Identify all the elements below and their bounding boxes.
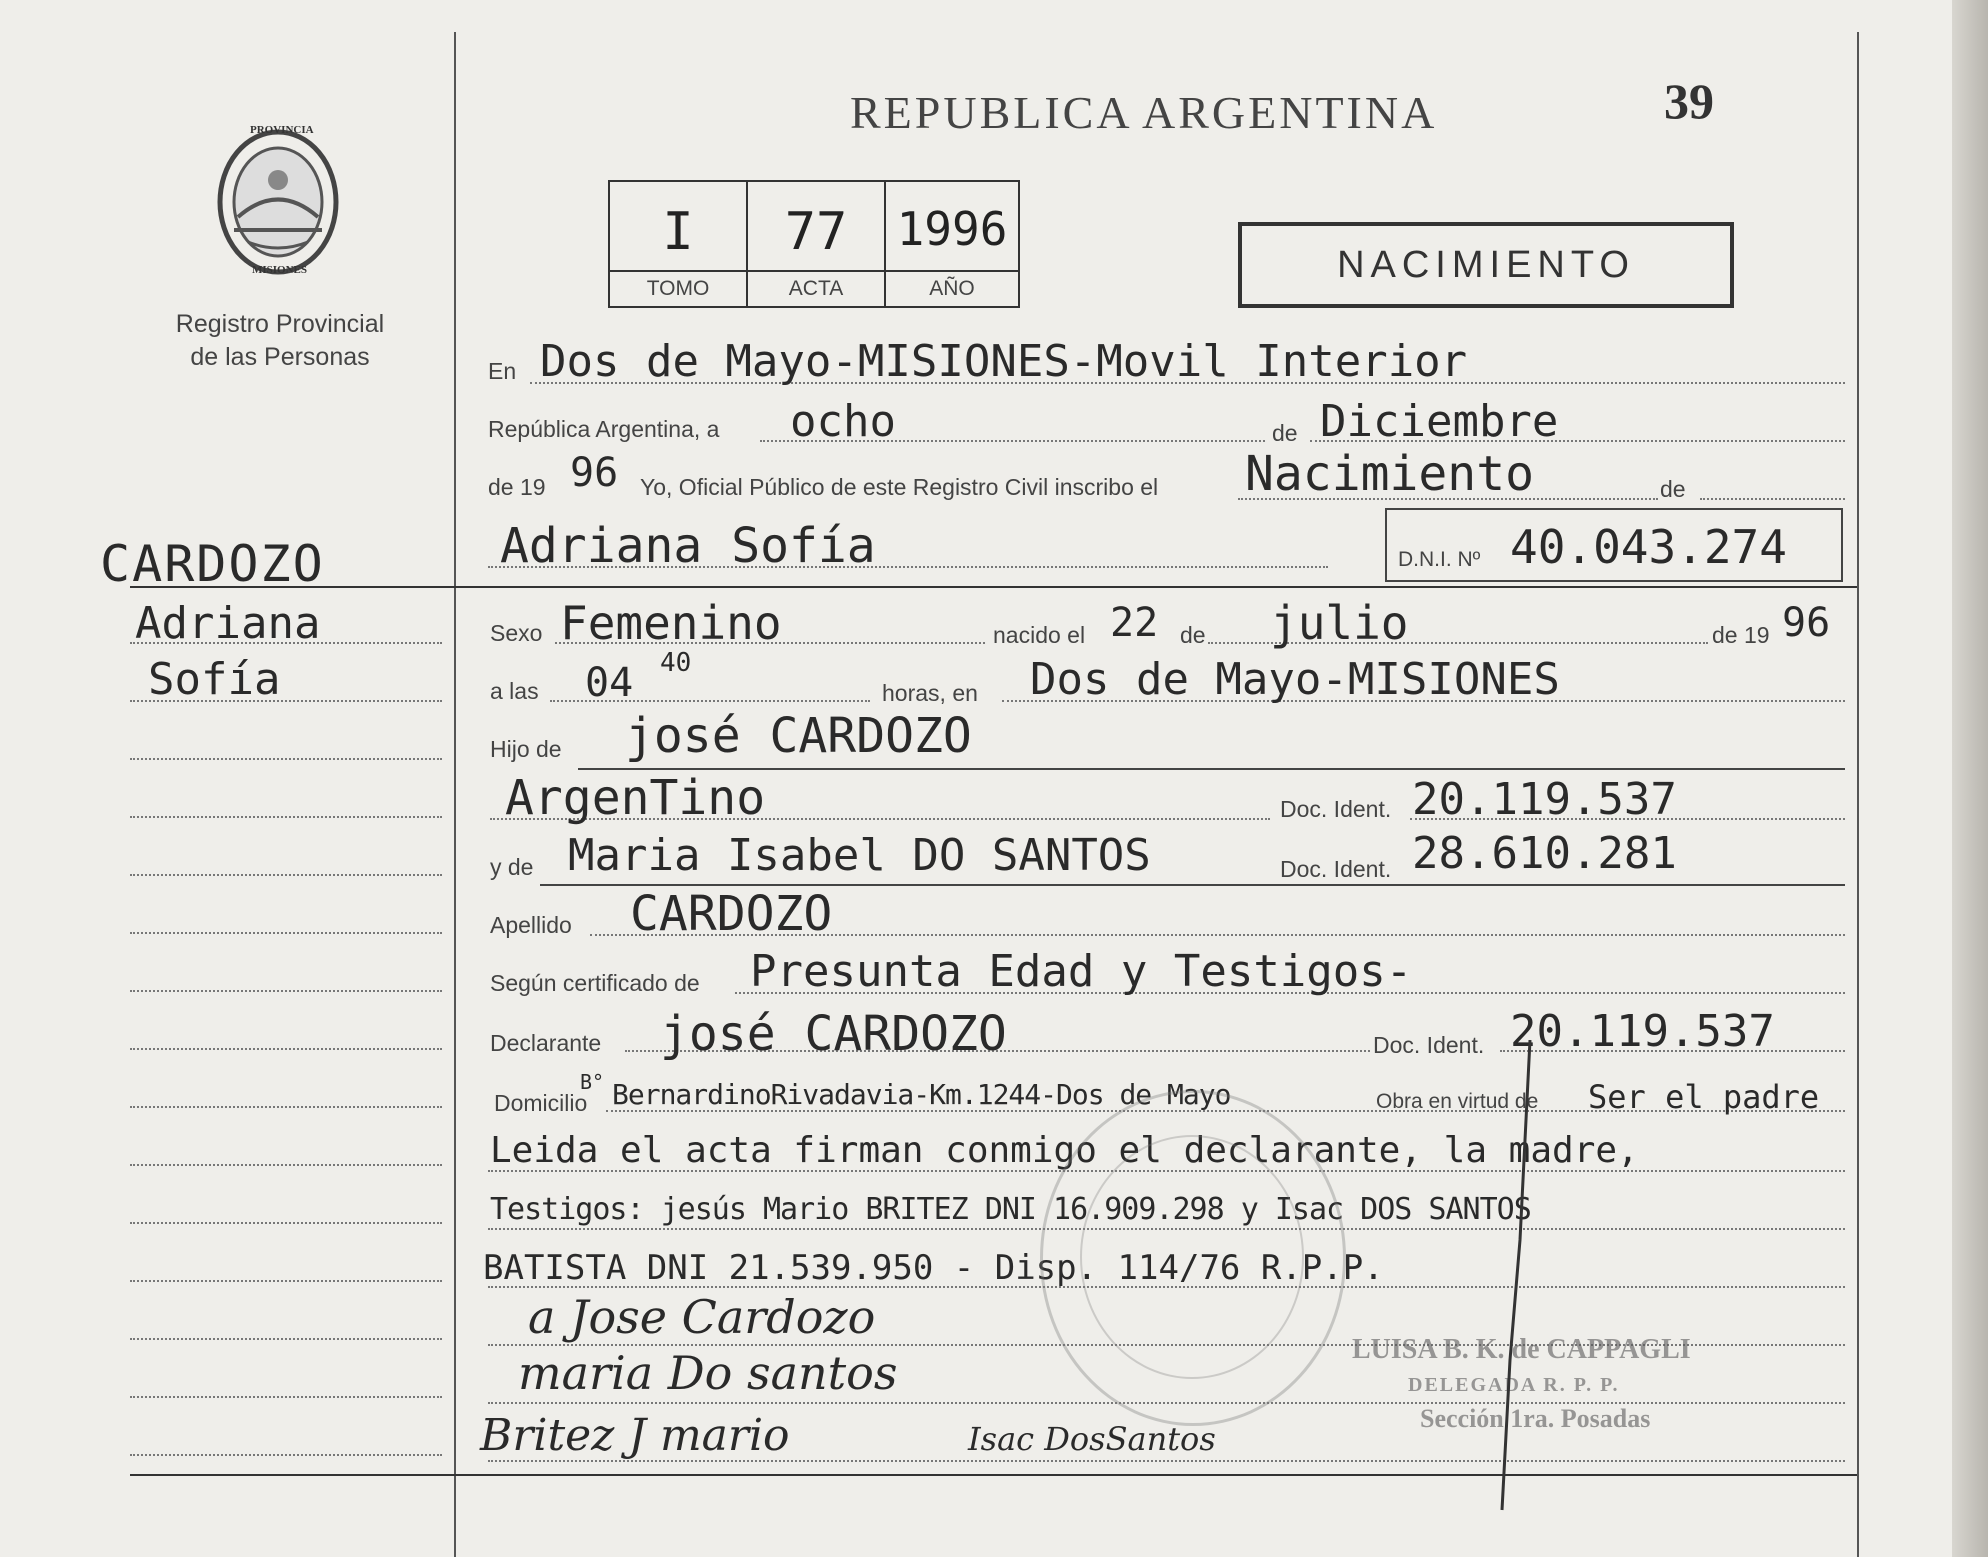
label-hijo-de: Hijo de — [490, 736, 562, 762]
official-stamp-inner — [1080, 1135, 1304, 1379]
year-suffix-value: 96 — [570, 450, 619, 496]
page-number: 39 — [1664, 73, 1714, 129]
label-dni: D.N.I. Nº — [1398, 548, 1481, 571]
dni-value: 40.043.274 — [1510, 520, 1787, 574]
tomo-value: I — [662, 202, 694, 262]
right-border — [1857, 32, 1859, 1557]
margin-line — [130, 990, 442, 992]
place-value: Dos de Mayo-MISIONES-Movil Interior — [540, 336, 1468, 387]
label-doc-ident-declarant: Doc. Ident. — [1373, 1032, 1485, 1058]
label-obra: Obra en virtud de — [1376, 1090, 1539, 1113]
label-de-mes: de — [1180, 622, 1206, 648]
virtue-value: Ser el padre — [1588, 1078, 1820, 1116]
month-value: Diciembre — [1320, 396, 1559, 447]
line-de-end — [1700, 498, 1845, 500]
margin-line — [130, 1048, 442, 1050]
surname-value: CARDOZO — [630, 886, 833, 942]
address-value: BernardinoRivadavia-Km.1244-Dos de Mayo — [612, 1078, 1231, 1111]
act-type-value: Nacimiento — [1245, 446, 1534, 502]
bottom-divider — [130, 1474, 1857, 1476]
emblem-text-bottom: MISIONES — [252, 264, 308, 276]
margin-given2: Sofía — [148, 654, 281, 705]
label-y-de: y de — [490, 854, 534, 880]
margin-line — [130, 758, 442, 760]
margin-line — [130, 1222, 442, 1224]
emblem-text-top: PROVINCIA — [250, 124, 314, 136]
registrar-role: DELEGADA R. P. P. — [1408, 1374, 1620, 1396]
office-name — [150, 308, 410, 374]
anio-label: AÑO — [886, 270, 1018, 306]
birth-year-value: 96 — [1782, 600, 1831, 646]
margin-line — [130, 816, 442, 818]
margin-line — [130, 932, 442, 934]
sex-value: Femenino — [560, 596, 782, 650]
signature-1: a Jose Cardozo — [528, 1290, 876, 1344]
tomo-cell — [610, 182, 748, 306]
birth-month-value: julio — [1270, 596, 1409, 650]
section-divider — [130, 586, 1857, 588]
margin-line — [130, 642, 442, 644]
signature-4: Isac DosSantos — [968, 1420, 1216, 1458]
tomo-label: TOMO — [610, 270, 746, 306]
label-segun: Según certificado de — [490, 970, 700, 996]
label-de-19: de 19 — [1712, 622, 1770, 648]
emblem-icon — [208, 122, 348, 282]
margin-given1: Adriana — [135, 598, 321, 649]
label-de19: de 19 — [488, 474, 546, 500]
margin-line — [130, 1106, 442, 1108]
anio-value: 1996 — [896, 202, 1008, 256]
birth-day-value: 22 — [1110, 600, 1159, 646]
label-a-las: a las — [490, 678, 539, 704]
certificate-value: Presunta Edad y Testigos- — [750, 946, 1413, 997]
label-declarante: Declarante — [490, 1030, 602, 1056]
province-emblem — [208, 122, 348, 282]
minutes-value: 40 — [660, 648, 692, 678]
reference-table — [608, 180, 1020, 308]
name-value: Adriana Sofía — [500, 518, 876, 574]
anio-cell — [886, 182, 1018, 306]
father-doc-value: 20.119.537 — [1412, 774, 1677, 825]
label-sexo: Sexo — [490, 620, 543, 646]
label-de-end: de — [1660, 476, 1686, 502]
office-name-line2: de las Personas — [190, 343, 370, 371]
margin-divider — [454, 32, 456, 1557]
mother-doc-value: 28.610.281 — [1412, 828, 1677, 879]
label-horas-en: horas, en — [882, 680, 978, 706]
note-line-1: Leida el acta firman conmigo el declarante, la madre, — [490, 1130, 1639, 1171]
margin-line — [130, 700, 442, 702]
registrar-section: Sección 1ra. Posadas — [1420, 1404, 1651, 1433]
signature-2: maria Do santos — [518, 1346, 898, 1400]
day-value: ocho — [790, 396, 896, 447]
hour-value: 04 — [585, 660, 634, 706]
margin-line — [130, 1164, 442, 1166]
declarant-doc-value: 20.119.537 — [1510, 1006, 1775, 1057]
declarant-value: josé CARDOZO — [660, 1006, 1007, 1062]
label-nacido-el: nacido el — [993, 622, 1086, 648]
office-name-line1: Registro Provincial — [175, 310, 385, 338]
label-de: de — [1272, 420, 1298, 446]
label-apellido: Apellido — [490, 912, 572, 938]
line-father — [578, 768, 1845, 770]
margin-surname: CARDOZO — [100, 535, 325, 593]
acta-label: ACTA — [748, 270, 884, 306]
pen-stroke — [1490, 1040, 1550, 1520]
father-value: josé CARDOZO — [625, 708, 972, 764]
label-yo-oficial: Yo, Oficial Público de este Registro Civil inscribo el — [640, 474, 1159, 500]
margin-line — [130, 1280, 442, 1282]
margin-line — [130, 874, 442, 876]
record-type-box: NACIMIENTO — [1238, 222, 1734, 308]
label-doc-ident-father: Doc. Ident. — [1280, 796, 1392, 822]
registrar-name: LUISA B. K. de CAPPAGLI — [1352, 1334, 1691, 1365]
margin-line — [130, 1338, 442, 1340]
father-nationality-value: ArgenTino — [505, 770, 766, 826]
birth-place-value: Dos de Mayo-MISIONES — [1030, 654, 1560, 705]
label-republica: República Argentina, a — [488, 416, 720, 442]
acta-value: 77 — [784, 202, 848, 262]
signature-3: Britez J mario — [480, 1410, 790, 1461]
acta-cell — [748, 182, 886, 306]
label-en: En — [488, 358, 517, 384]
mother-value: Maria Isabel DO SANTOS — [568, 830, 1151, 881]
note-line-2: Testigos: jesús Mario BRITEZ DNI 16.909.298 y Isac DOS SANTOS — [490, 1192, 1531, 1227]
note-line-3: BATISTA DNI 21.539.950 - Disp. 114/76 R.P.P. — [483, 1248, 1384, 1288]
label-doc-ident-mother: Doc. Ident. — [1280, 856, 1392, 882]
book-spine — [1952, 0, 1988, 1557]
address-prefix: B° — [580, 1070, 605, 1094]
country-title: REPUBLICA ARGENTINA — [850, 87, 1438, 138]
label-domicilio: Domicilio — [494, 1090, 588, 1116]
margin-line — [130, 1454, 442, 1456]
margin-line — [130, 1396, 442, 1398]
